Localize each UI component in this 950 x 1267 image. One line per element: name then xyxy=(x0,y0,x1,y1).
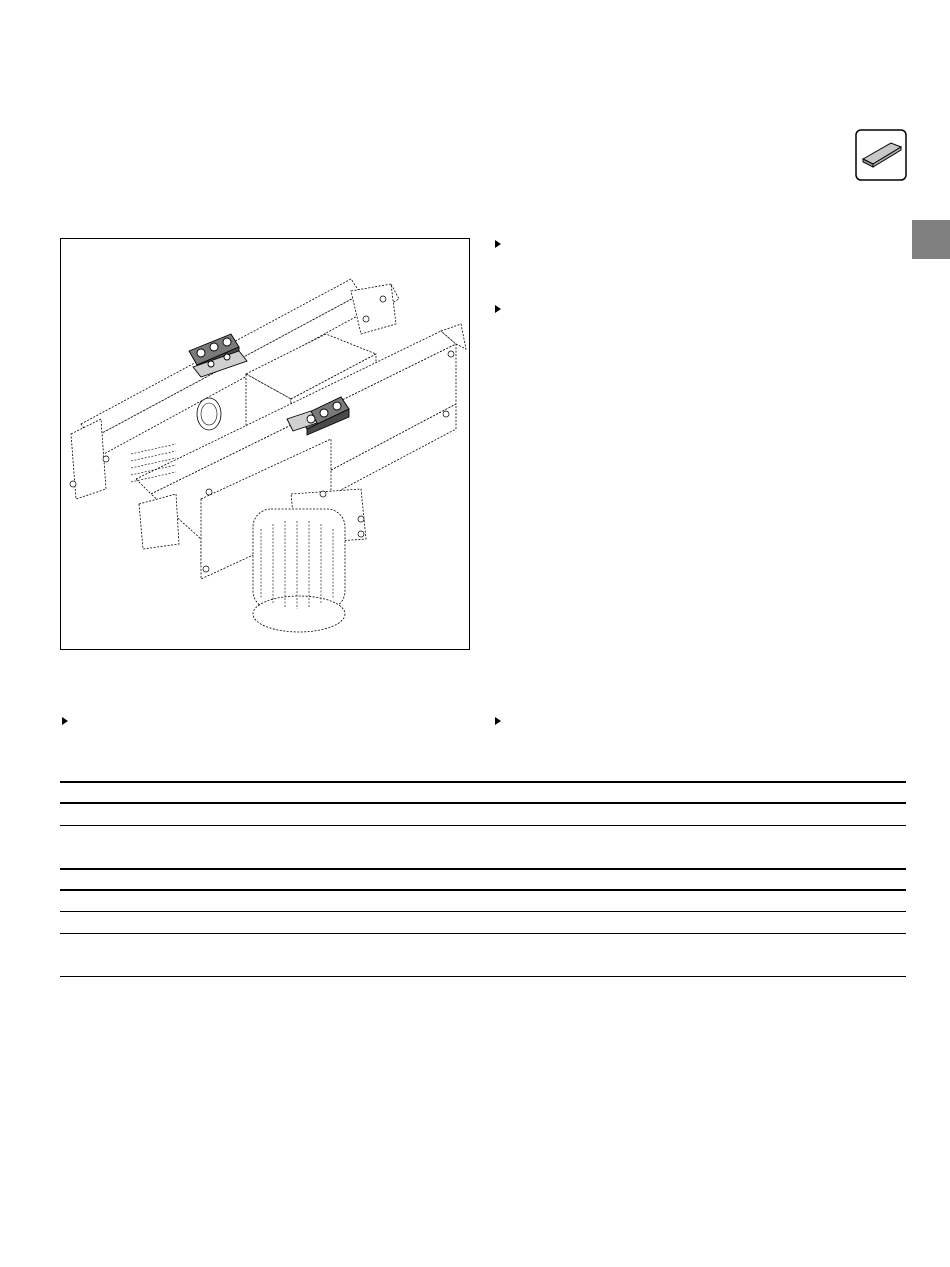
table-row-rule xyxy=(60,933,906,934)
triangle-right-icon xyxy=(495,240,501,248)
figure-frame xyxy=(60,238,470,650)
table-bottom-rule xyxy=(60,976,906,977)
triangle-right-icon xyxy=(495,717,501,725)
belt-conveyor-drive-unit-illustration xyxy=(61,239,470,650)
conveyor-belt-icon xyxy=(855,129,907,181)
table-section-rule xyxy=(60,889,906,891)
table-top-rule xyxy=(60,781,906,783)
table-section-rule xyxy=(60,868,906,870)
table-row-rule xyxy=(60,825,906,826)
table-row-rule xyxy=(60,911,906,912)
triangle-right-icon xyxy=(495,305,501,313)
section-tab xyxy=(912,220,950,259)
triangle-right-icon xyxy=(62,717,68,725)
table-header-rule xyxy=(60,802,906,804)
